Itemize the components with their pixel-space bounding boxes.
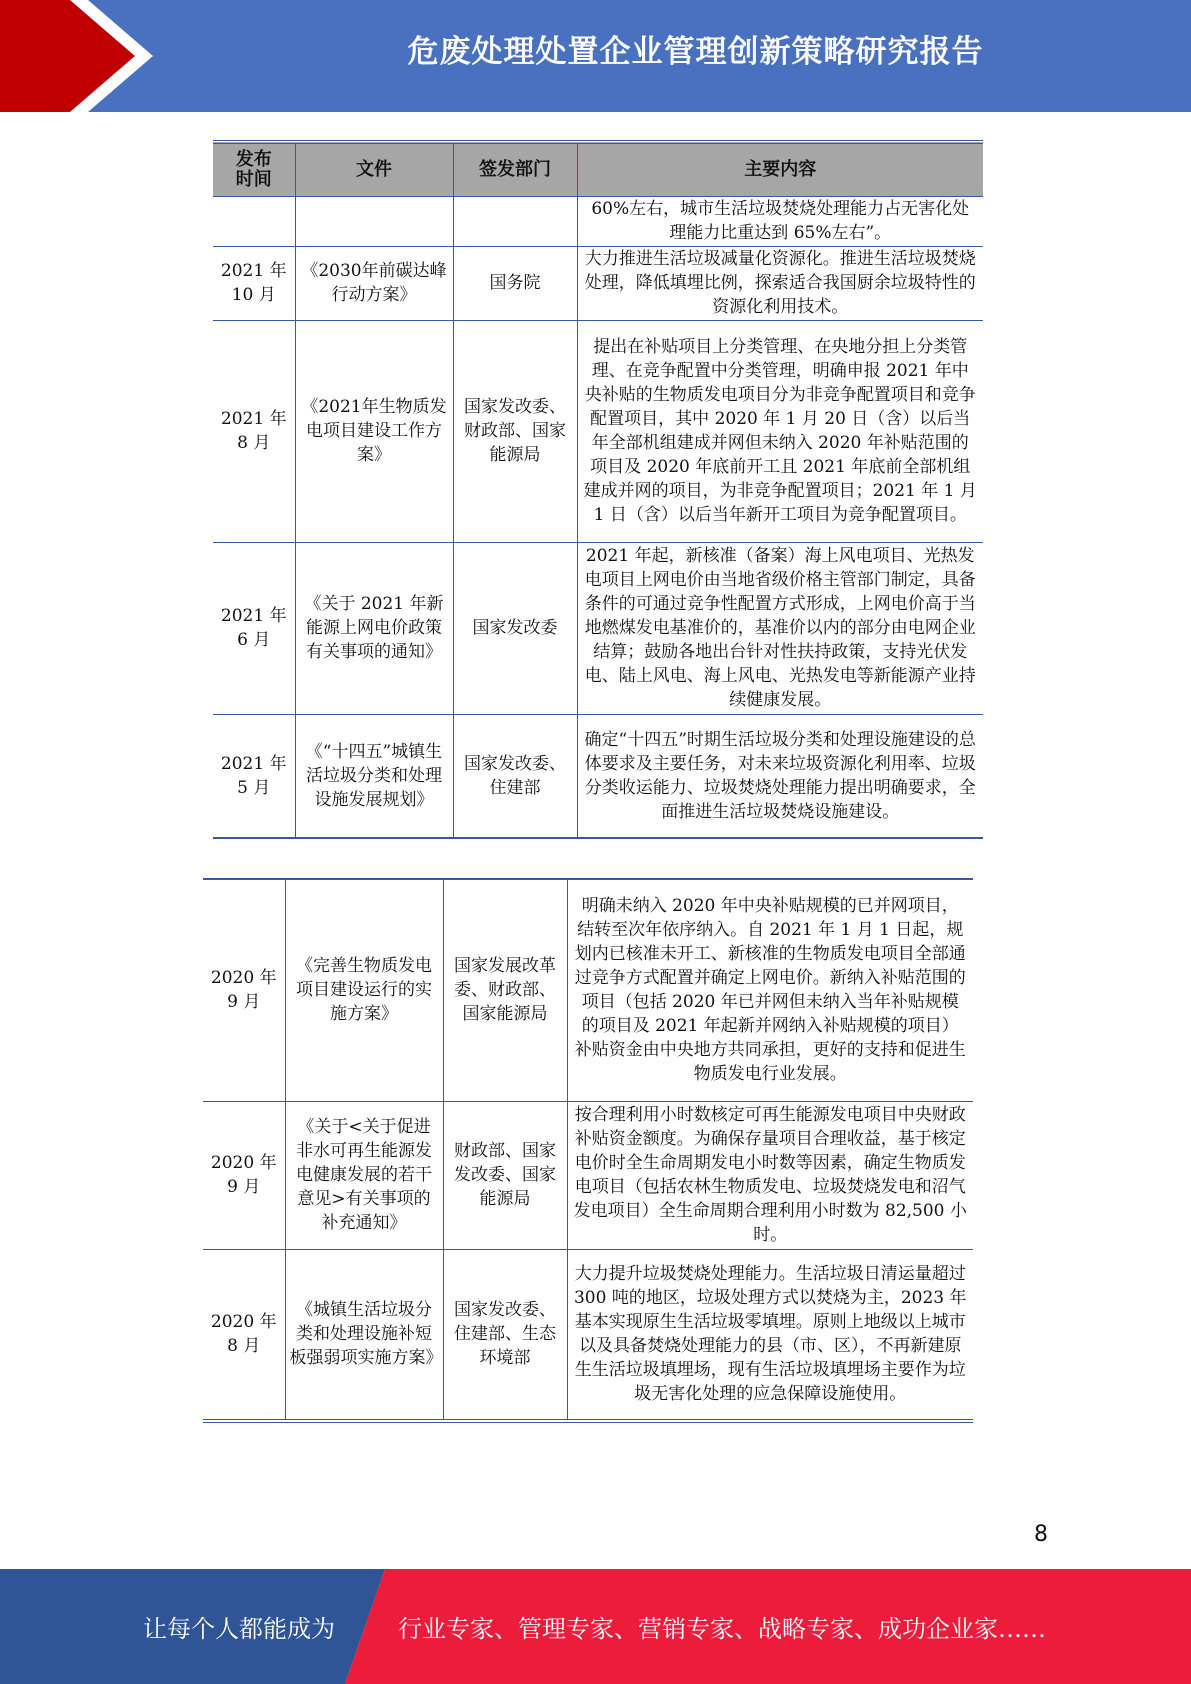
table-header-row	[213, 142, 983, 196]
table-row	[203, 1101, 973, 1249]
row-dept: 国家发改委、住建部	[453, 714, 577, 838]
row-file: 《2021年生物质发电项目建设工作方案》	[295, 320, 453, 542]
table-row	[213, 246, 983, 320]
table-row	[213, 320, 983, 542]
header-content: 主要内容	[577, 142, 983, 196]
row-file: 《关于 2021 年新能源上网电价政策有关事项的通知》	[295, 542, 453, 714]
row-file: 《关于<关于促进非水可再生能源发电健康发展的若干意见>有关事项的补充通知》	[285, 1101, 443, 1249]
table-row	[213, 714, 983, 838]
row-file: 《城镇生活垃圾分类和处理设施补短板强弱项实施方案》	[285, 1249, 443, 1421]
row-dept: 国家发展改革委、财政部、国家能源局	[443, 879, 567, 1101]
row-date: 2021 年 5 月	[213, 714, 295, 838]
report-title: 危废处理处置企业管理创新策略研究报告	[407, 34, 984, 70]
row-content: 大力推进生活垃圾减量化资源化。推进生活垃圾焚烧处理，降低填埋比例，探索适合我国厨余垃圾特性的资源化利用技术。	[577, 246, 983, 320]
header-dept: 签发部门	[453, 142, 577, 196]
row-date: 2021 年 10 月	[213, 246, 295, 320]
table-row	[213, 196, 983, 246]
row-file: 《“十四五”城镇生活垃圾分类和处理设施发展规划》	[295, 714, 453, 838]
row-dept: 国家发改委、住建部、生态环境部	[443, 1249, 567, 1421]
row-dept: 财政部、国家发改委、国家能源局	[443, 1101, 567, 1249]
row-dept: 国家发改委、财政部、国家能源局	[453, 320, 577, 542]
table-row	[203, 879, 973, 1101]
page-footer	[0, 1569, 1191, 1684]
policy-table-part2	[203, 878, 973, 1423]
table-row	[203, 1249, 973, 1421]
row-date: 2020 年 9 月	[203, 1101, 285, 1249]
row-date: 2020 年 8 月	[203, 1249, 285, 1421]
footer-slogan-left: 让每个人都能成为	[143, 1615, 335, 1643]
row-content: 确定“十四五”时期生活垃圾分类和处理设施建设的总体要求及主要任务，对未来垃圾资源化利用率、垃圾分类收运能力、垃圾焚烧处理能力提出明确要求，全面推进生活垃圾焚烧设施建设。	[577, 714, 983, 838]
row-file: 《2030年前碳达峰行动方案》	[295, 246, 453, 320]
header-file: 文件	[295, 142, 453, 196]
row-dept: 国务院	[453, 246, 577, 320]
row-content: 大力提升垃圾焚烧处理能力。生活垃圾日清运量超过 300 吨的地区，垃圾处理方式以焚烧为主，2023 年基本实现原生生活垃圾零填埋。原则上地级以上城市以及具备焚烧处理能力的县（市、区），不再新建原生生活垃圾填埋场，现有生活垃圾填埋场主要作为垃圾无害化处理的应急保障设施使用。	[567, 1249, 973, 1421]
policy-table-part1	[213, 140, 983, 839]
row-date: 2021 年 8 月	[213, 320, 295, 542]
row-file	[295, 196, 453, 246]
header-date: 发布 时间	[213, 142, 295, 196]
row-file: 《完善生物质发电项目建设运行的实施方案》	[285, 879, 443, 1101]
header-arrow-decoration	[0, 0, 160, 112]
row-date: 2020 年 9 月	[203, 879, 285, 1101]
row-content: 按合理利用小时数核定可再生能源发电项目中央财政补贴资金额度。为确保存量项目合理收益，基于核定电价时全生命周期发电小时数等因素，确定生物质发电项目（包括农林生物质发电、垃圾焚烧发电和沼气发电项目）全生命周期合理利用小时数为 82,500 小时。	[567, 1101, 973, 1249]
footer-slogan-right: 行业专家、管理专家、营销专家、战略专家、成功企业家……	[398, 1615, 1046, 1643]
page-header	[0, 0, 1191, 112]
row-content: 60%左右，城市生活垃圾焚烧处理能力占无害化处理能力比重达到 65%左右”。	[577, 196, 983, 246]
page-number: 8	[1034, 1522, 1048, 1547]
row-date: 2021 年 6 月	[213, 542, 295, 714]
row-content: 2021 年起，新核准（备案）海上风电项目、光热发电项目上网电价由当地省级价格主管部门制定，具备条件的可通过竞争性配置方式形成，上网电价高于当地燃煤发电基准价的，基准价以内的部分由电网企业结算；鼓励各地出台针对性扶持政策，支持光伏发电、陆上风电、海上风电、光热发电等新能源产业持续健康发展。	[577, 542, 983, 714]
row-date	[213, 196, 295, 246]
table-row	[213, 542, 983, 714]
row-dept: 国家发改委	[453, 542, 577, 714]
row-content: 明确未纳入 2020 年中央补贴规模的已并网项目，结转至次年依序纳入。自 2021 年 1 月 1 日起，规划内已核准未开工、新核准的生物质发电项目全部通过竞争方式配置并确定上网电价。新纳入补贴范围的项目（包括 2020 年已并网但未纳入当年补贴规模的项目及 2021 年起新并网纳入补贴规模的项目）补贴资金由中央地方共同承担，更好的支持和促进生物质发电行业发展。	[567, 879, 973, 1101]
row-content: 提出在补贴项目上分类管理、在央地分担上分类管理、在竞争配置中分类管理，明确申报 2021 年中央补贴的生物质发电项目分为非竞争配置项目和竞争配置项目，其中 2020 年 1 月 20 日（含）以后当年全部机组建成并网但未纳入 2020 年补贴范围的项目及 2020 年底前开工且 2021 年底前全部机组建成并网的项目，为非竞争配置项目；2021 年 1 月 1 日（含）以后当年新开工项目为竞争配置项目。	[577, 320, 983, 542]
row-dept	[453, 196, 577, 246]
